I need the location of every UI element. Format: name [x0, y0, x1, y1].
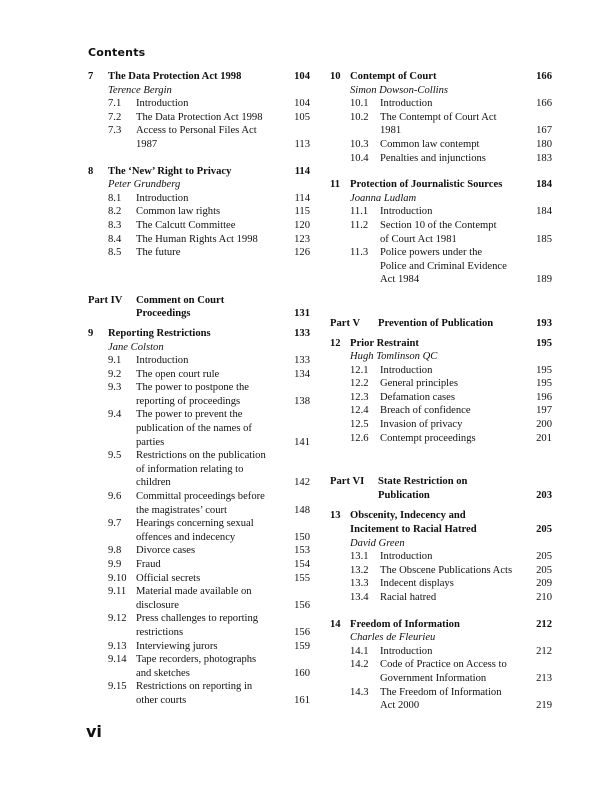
part-page: 131 [294, 308, 310, 320]
section-entry [88, 138, 310, 152]
section-entry [88, 490, 310, 504]
section-number: 11.1 [350, 206, 369, 218]
section-page: 183 [536, 152, 552, 164]
section-page: 142 [294, 477, 310, 489]
section-title: Defamation cases [380, 391, 456, 403]
section-entry [330, 686, 552, 700]
section-title: Tape recorders, photographs [136, 654, 257, 666]
chapter-14 [330, 618, 552, 713]
section-number: 8.2 [108, 206, 122, 218]
section-entry [88, 436, 310, 450]
section-number: 11.3 [350, 247, 369, 259]
section-title: The future [136, 247, 181, 259]
section-title: Press challenges to reporting [136, 613, 259, 625]
section-title: Act 1984 [380, 274, 420, 286]
section-entry [88, 124, 310, 138]
section-number: 9.11 [108, 586, 127, 598]
chapter-sections [330, 550, 552, 604]
chapter-author: Joanna Ludlam [350, 192, 417, 204]
section-entry [88, 517, 310, 531]
section-entry [88, 354, 310, 368]
section-title: Breach of confidence [380, 405, 471, 417]
section-title: Introduction [380, 206, 433, 218]
chapter-author: Peter Grundberg [108, 179, 181, 191]
section-title: Material made available on [136, 586, 252, 598]
chapter-title: The ‘New’ Right to Privacy [108, 165, 232, 177]
chapter-13 [330, 509, 552, 604]
part-page: 203 [536, 489, 552, 501]
chapter-page: 133 [294, 327, 310, 339]
section-title: of Court Act 1981 [380, 233, 457, 245]
section-title: The Freedom of Information [380, 686, 502, 698]
part-title-line2: Publication [378, 489, 430, 501]
section-entry [88, 368, 310, 382]
section-number: 8.1 [108, 192, 122, 204]
section-title: Contempt proceedings [380, 432, 476, 444]
section-title: Introduction [380, 645, 433, 657]
part-v-heading [330, 317, 552, 331]
section-entry [330, 699, 552, 713]
chapter-heading [330, 509, 552, 523]
section-title: restrictions [136, 626, 184, 638]
part-label: Part VI [330, 476, 365, 488]
right-chapters-a [330, 70, 552, 287]
chapter-number: 11 [330, 179, 341, 191]
section-number: 14.2 [350, 659, 369, 671]
section-page: 160 [294, 667, 310, 679]
section-entry [88, 422, 310, 436]
section-entry [330, 152, 552, 166]
running-header: Contents [88, 46, 146, 59]
section-page: 120 [294, 219, 310, 231]
section-entry [88, 599, 310, 613]
section-entry [88, 667, 310, 681]
section-entry [88, 531, 310, 545]
section-number: 10.4 [350, 152, 369, 164]
section-entry [88, 233, 310, 247]
chapter-title-line1: Obscenity, Indecency and [350, 510, 466, 522]
left-chapters-a [88, 70, 310, 260]
section-page: 212 [536, 645, 552, 657]
section-entry [88, 585, 310, 599]
section-page: 141 [294, 436, 310, 448]
section-title: Common law contempt [380, 138, 480, 150]
section-page: 180 [536, 138, 552, 150]
section-page: 200 [536, 419, 552, 431]
section-number: 12.1 [350, 364, 369, 376]
part-title-line1: Comment on Court [136, 294, 225, 306]
section-entry [88, 463, 310, 477]
section-page: 161 [294, 694, 310, 706]
section-entry [88, 504, 310, 518]
section-entry [88, 544, 310, 558]
chapter-heading [330, 178, 552, 192]
section-entry [88, 626, 310, 640]
section-entry [88, 395, 310, 409]
section-title: the magistrates’ court [136, 504, 227, 516]
chapter-number: 12 [330, 337, 341, 349]
section-number: 14.3 [350, 686, 369, 698]
section-title: General principles [380, 378, 458, 390]
section-page: 195 [536, 378, 552, 390]
section-entry [330, 364, 552, 378]
chapter-heading [88, 70, 310, 84]
section-entry [330, 246, 552, 260]
section-entry [88, 111, 310, 125]
chapter-number: 14 [330, 618, 341, 630]
section-title: other courts [136, 694, 187, 706]
section-entry [330, 432, 552, 446]
section-page: 166 [536, 98, 552, 110]
part-title-line1: State Restriction on [378, 476, 468, 488]
section-entry [88, 408, 310, 422]
section-title: Introduction [136, 192, 189, 204]
chapter-page: 166 [536, 71, 552, 82]
chapter-11 [330, 178, 552, 287]
chapter-heading [330, 618, 552, 632]
section-number: 8.4 [108, 233, 122, 245]
section-number: 14.1 [350, 645, 369, 657]
section-entry [330, 404, 552, 418]
chapter-heading [88, 327, 310, 341]
section-page: 155 [294, 572, 310, 584]
section-entry [88, 246, 310, 260]
part-label: Part IV [88, 294, 123, 306]
section-number: 9.10 [108, 572, 127, 584]
section-entry [330, 672, 552, 686]
chapter-title: Prior Restraint [350, 337, 419, 349]
section-title: The Calcutt Committee [136, 219, 236, 231]
section-number: 9.9 [108, 559, 122, 570]
section-page: 126 [294, 247, 310, 259]
section-entry [330, 138, 552, 152]
section-page: 213 [536, 672, 552, 684]
part-title: Prevention of Publication [378, 317, 494, 329]
chapter-page: 114 [294, 165, 310, 177]
section-title: Penalties and injunctions [380, 152, 486, 164]
section-title: Official secrets [136, 572, 201, 584]
part-iv-heading [88, 294, 310, 321]
section-number: 9.2 [108, 368, 122, 380]
chapter-title: The Data Protection Act 1998 [108, 71, 242, 82]
section-number: 10.3 [350, 138, 369, 150]
section-entry [330, 111, 552, 125]
section-title: The Human Rights Act 1998 [136, 233, 258, 245]
chapter-title: Protection of Journalistic Sources [350, 179, 503, 191]
section-entry [330, 391, 552, 405]
section-number: 9.4 [108, 409, 122, 421]
section-number: 12.4 [350, 405, 369, 417]
chapter-7 [88, 70, 310, 152]
section-number: 9.12 [108, 613, 127, 625]
section-number: 8.3 [108, 219, 122, 231]
section-title: Access to Personal Files Act [136, 125, 257, 137]
section-page: 205 [536, 551, 552, 563]
section-page: 153 [294, 545, 310, 557]
section-title: and sketches [136, 667, 190, 679]
chapter-page: 195 [536, 337, 552, 349]
section-title: reporting of proceedings [136, 395, 241, 407]
section-number: 12.2 [350, 378, 369, 390]
section-page: 197 [536, 405, 552, 417]
section-title: The power to postpone the [136, 382, 249, 394]
chapter-author: Hugh Tomlinson QC [350, 351, 438, 363]
section-title: Indecent displays [380, 578, 454, 590]
section-number: 9.5 [108, 450, 122, 462]
chapter-page: 184 [536, 179, 552, 191]
section-title: Police and Criminal Evidence [380, 260, 507, 272]
section-page: 219 [536, 700, 552, 712]
section-entry [330, 577, 552, 591]
section-number: 12.6 [350, 432, 369, 444]
section-page: 189 [536, 274, 552, 286]
section-title: Restrictions on the publication [136, 450, 266, 462]
section-title: Introduction [136, 355, 189, 367]
section-entry [88, 640, 310, 654]
chapter-title-line2: Incitement to Racial Hatred [350, 524, 477, 536]
section-entry [330, 658, 552, 672]
section-entry [88, 381, 310, 395]
section-title: children [136, 477, 171, 489]
section-entry [330, 273, 552, 287]
section-title: Divorce cases [136, 545, 196, 557]
section-title: 1981 [380, 125, 402, 137]
section-number: 13.3 [350, 578, 369, 590]
chapter-number: 13 [330, 510, 341, 522]
section-entry [88, 612, 310, 626]
section-page: 185 [536, 233, 552, 245]
section-page: 184 [536, 206, 552, 218]
toc-left-column [88, 70, 310, 708]
section-title: publication of the names of [136, 423, 252, 435]
section-page: 104 [294, 98, 310, 110]
section-number: 7.2 [108, 111, 122, 123]
section-title: Code of Practice on Access to [380, 659, 507, 671]
section-number: 10.1 [350, 98, 369, 110]
section-page: 167 [536, 125, 552, 137]
section-title: Police powers under the [380, 247, 483, 259]
section-entry [88, 205, 310, 219]
section-title: Racial hatred [380, 592, 437, 603]
section-title: The Data Protection Act 1998 [136, 111, 263, 123]
section-page: 150 [294, 531, 310, 543]
section-title: offences and indecency [136, 531, 236, 543]
section-entry [88, 476, 310, 490]
section-title: 1987 [136, 138, 158, 150]
section-entry [330, 645, 552, 659]
section-number: 7.1 [108, 98, 122, 110]
section-entry [88, 694, 310, 708]
section-title: of information relating to [136, 463, 244, 475]
section-number: 9.14 [108, 654, 127, 666]
section-number: 9.15 [108, 681, 127, 693]
section-page: 209 [536, 578, 552, 590]
section-page: 156 [294, 599, 310, 611]
chapter-9 [88, 327, 310, 708]
section-page: 205 [536, 564, 552, 576]
section-title: Introduction [380, 551, 433, 563]
section-entry [330, 205, 552, 219]
section-entry [88, 558, 310, 572]
toc-right-column [330, 70, 552, 713]
section-number: 12.5 [350, 419, 369, 431]
section-title: Introduction [380, 364, 433, 376]
section-number: 9.7 [108, 518, 122, 530]
section-page: 133 [294, 355, 310, 367]
section-page: 154 [294, 559, 310, 570]
section-title: Introduction [136, 98, 189, 110]
section-title: Interviewing jurors [136, 640, 218, 652]
section-title: Fraud [136, 559, 161, 570]
section-page: 195 [536, 364, 552, 376]
section-number: 13.4 [350, 592, 369, 603]
section-entry [88, 449, 310, 463]
section-title: disclosure [136, 599, 179, 611]
page-folio: vi [86, 722, 102, 741]
chapter-8 [88, 165, 310, 260]
section-entry [330, 97, 552, 111]
section-entry [88, 680, 310, 694]
section-page: 148 [294, 504, 310, 516]
chapter-heading [330, 337, 552, 351]
chapter-author: Terence Bergin [108, 84, 172, 96]
section-page: 113 [294, 138, 310, 150]
chapter-heading [330, 70, 552, 84]
section-page: 134 [294, 368, 310, 380]
section-entry [330, 377, 552, 391]
section-title: Hearings concerning sexual [136, 518, 254, 530]
section-title: The power to prevent the [136, 409, 243, 421]
section-number: 9.3 [108, 382, 122, 394]
chapter-author: Jane Colston [108, 341, 164, 353]
part-label: Part V [330, 317, 361, 329]
section-entry [330, 219, 552, 233]
section-number: 11.2 [350, 219, 369, 231]
section-entry [88, 572, 310, 586]
chapter-author: Simon Dowson-Collins [350, 84, 449, 96]
chapter-number: 9 [88, 327, 94, 339]
section-entry [330, 124, 552, 138]
section-title: Committal proceedings before [136, 491, 265, 503]
section-title: Introduction [380, 98, 433, 110]
chapter-10 [330, 70, 552, 165]
section-title: Act 2000 [380, 700, 420, 712]
section-number: 9.8 [108, 545, 122, 557]
section-title: Government Information [380, 672, 487, 684]
section-title: The Contempt of Court Act [380, 111, 497, 123]
section-page: 138 [294, 395, 310, 407]
section-entry [88, 653, 310, 667]
section-number: 9.6 [108, 491, 122, 503]
section-title: Section 10 of the Contempt [380, 219, 497, 231]
section-title: Invasion of privacy [380, 419, 463, 431]
section-number: 7.3 [108, 125, 122, 137]
section-number: 13.2 [350, 564, 369, 576]
section-page: 123 [294, 233, 310, 245]
chapter-page: 212 [536, 618, 552, 630]
chapter-title: Contempt of Court [350, 71, 437, 82]
chapter-12 [330, 337, 552, 446]
chapter-page: 205 [536, 524, 552, 536]
chapter-author: David Green [350, 537, 405, 549]
chapter-number: 8 [88, 165, 94, 177]
chapter-heading [88, 165, 310, 179]
section-entry [88, 97, 310, 111]
chapter-title: Freedom of Information [350, 618, 460, 630]
part-page: 193 [536, 317, 552, 329]
section-page: 210 [536, 592, 552, 603]
section-title: Common law rights [136, 206, 221, 218]
section-entry [330, 233, 552, 247]
section-page: 196 [536, 391, 552, 403]
section-title: parties [136, 436, 165, 448]
section-title: The open court rule [136, 368, 220, 380]
section-page: 105 [294, 111, 310, 123]
chapter-title: Reporting Restrictions [108, 327, 211, 339]
section-page: 156 [294, 626, 310, 638]
section-entry [330, 260, 552, 274]
section-page: 201 [536, 432, 552, 444]
section-entry [88, 219, 310, 233]
section-number: 13.1 [350, 551, 369, 563]
section-entry [330, 591, 552, 605]
part-vi-heading [330, 475, 552, 502]
section-page: 115 [294, 206, 310, 218]
section-number: 9.1 [108, 355, 122, 367]
section-title: The Obscene Publications Acts [380, 564, 513, 576]
section-title: Restrictions on reporting in [136, 681, 253, 693]
chapter-number: 7 [88, 71, 94, 82]
part-title-line2: Proceedings [136, 308, 191, 320]
section-entry [330, 418, 552, 432]
section-number: 10.2 [350, 111, 369, 123]
section-entry [330, 564, 552, 578]
section-page: 114 [294, 192, 310, 204]
section-number: 12.3 [350, 391, 369, 403]
section-number: 8.5 [108, 247, 122, 259]
chapter-author: Charles de Fleurieu [350, 632, 436, 644]
chapter-number: 10 [330, 71, 341, 82]
chapter-page: 104 [294, 71, 310, 82]
section-entry [330, 550, 552, 564]
section-number: 9.13 [108, 640, 127, 652]
section-page: 159 [294, 640, 310, 652]
section-entry [88, 192, 310, 206]
